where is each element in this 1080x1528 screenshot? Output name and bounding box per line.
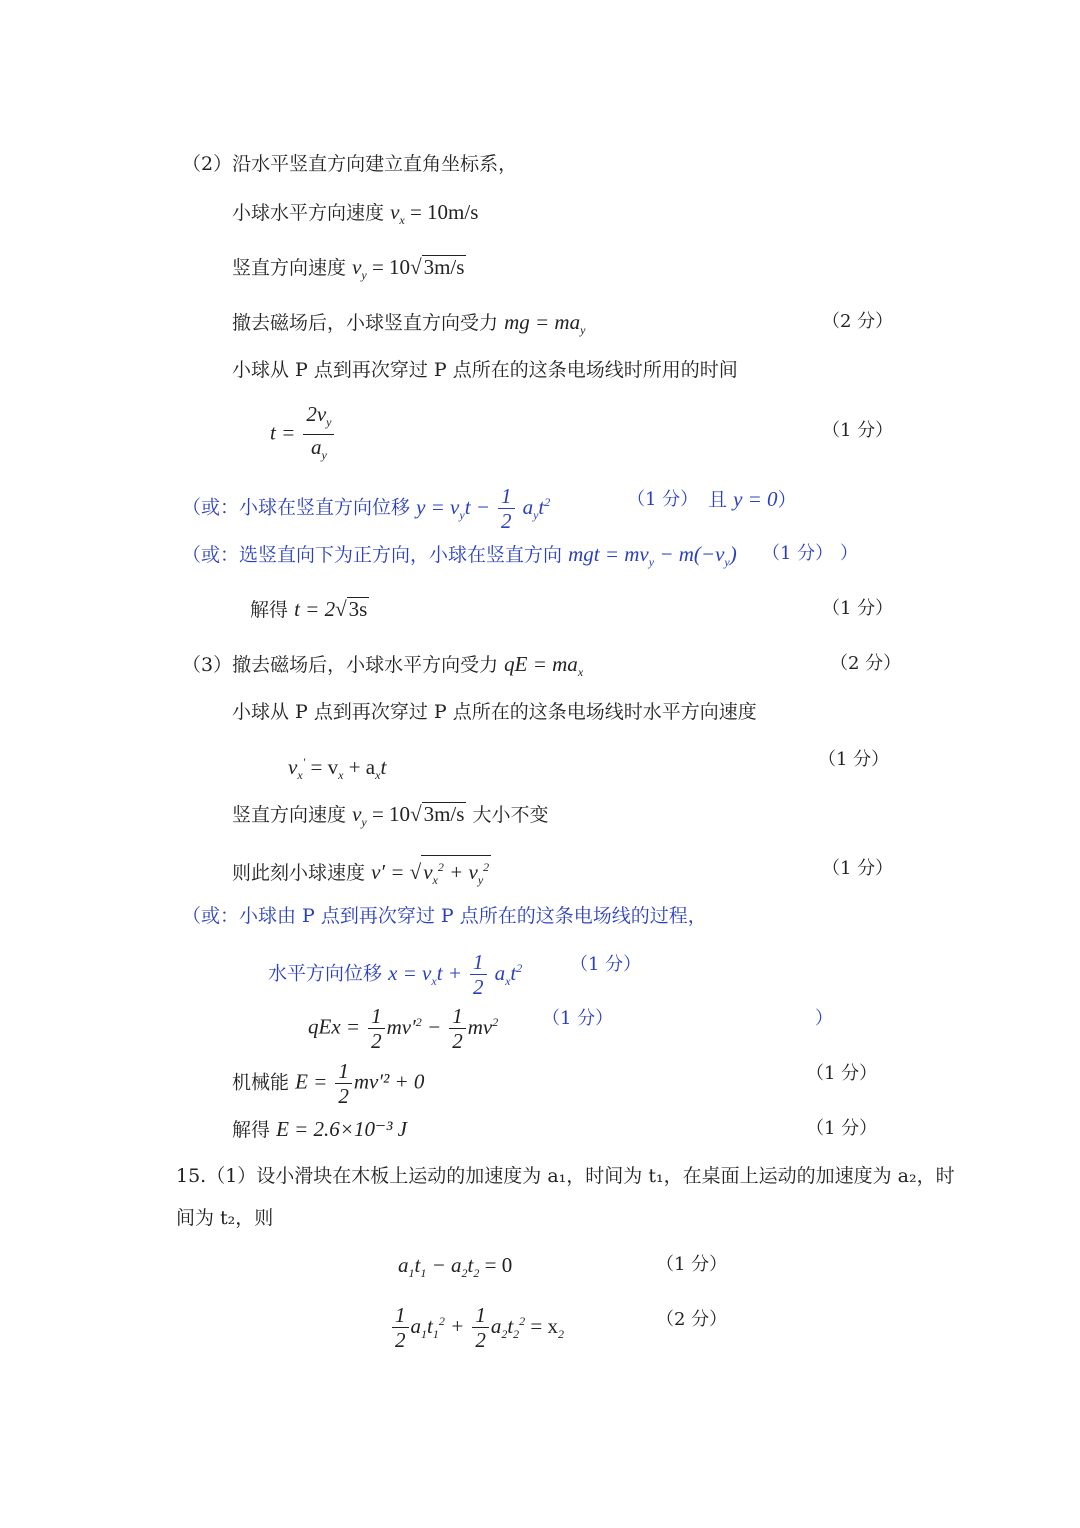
- equation-distance: $\frac{1}{2}$ $a_1t_1^2$ + $\frac{1}{2}$ $a_2t_2^2 = x_2$: [390, 1303, 564, 1352]
- alt-displacement-line: （或：小球在竖直方向位移 $y = v_yt$ − $\frac{1}{2}$ $a_yt^2$: [182, 484, 551, 533]
- horizontal-velocity-desc: 小球从 P 点到再次穿过 P 点所在的这条电场线时水平方向速度: [232, 701, 757, 723]
- problem-15-continuation: 间为 t₂，则: [176, 1207, 274, 1229]
- score-label: （2 分）: [822, 311, 894, 332]
- problem-15-heading: 15.（1）设小滑块在木板上运动的加速度为 a₁，时间为 t₁，在桌面上运动的加速度为 a₂，时: [176, 1165, 955, 1187]
- force-vertical-line: [232, 308, 585, 344]
- vx-prime-formula: $v_x' = v_x + a_xt$: [288, 755, 387, 783]
- score-label: （1 分）: [822, 858, 894, 879]
- horizontal-velocity-line: [232, 198, 478, 234]
- score-label: （2 分）: [830, 653, 902, 674]
- score-label: （1 分）: [627, 489, 699, 510]
- fraction-half: $\frac{1}{2}$: [498, 484, 515, 533]
- text: 撤去磁场后，小球竖直方向受力: [232, 312, 499, 334]
- fraction-half: $\frac{1}{2}$: [368, 1004, 385, 1053]
- speed-formula-line: 则此刻小球速度 $v' = √v_x^2 + v_y^2$: [232, 855, 491, 891]
- text: 小球水平方向速度: [232, 202, 385, 224]
- fraction-half: $\frac{1}{2}$: [392, 1303, 409, 1352]
- closing-paren: ）: [815, 1008, 833, 1029]
- score-label: （1 分）: [822, 420, 894, 441]
- score-label: （1 分）: [806, 1118, 878, 1139]
- closing-paren: ）: [840, 543, 858, 564]
- score-label: （1 分）: [806, 1063, 878, 1084]
- fraction-half: $\frac{1}{2}$: [470, 950, 487, 999]
- formula-mg: mg = $ma_y$: [504, 310, 586, 338]
- work-energy-formula: qEx = $\frac{1}{2}$ $mv'^2$ − $\frac{1}{2}$ $mv^2$: [308, 1004, 499, 1053]
- alt-horizontal-displacement: 水平方向位移 $x = v_xt$ + $\frac{1}{2}$ $a_xt^2$: [268, 950, 523, 999]
- fraction: $\frac{2v_y}{a_y}$: [303, 402, 334, 467]
- alt-momentum-line: （或：选竖直向下为正方向，小球在竖直方向 mgt = $mv_y - m(-v_y)$: [182, 542, 737, 570]
- fraction-half: $\frac{1}{2}$: [335, 1059, 352, 1108]
- fraction-half: $\frac{1}{2}$: [472, 1303, 489, 1352]
- condition-y-zero: 且 y = 0）: [708, 487, 797, 511]
- score-label: （1 分）: [570, 954, 642, 975]
- score-label: （1 分）: [822, 598, 894, 619]
- time-formula: t = $\frac{2v_y}{a_y}$: [270, 402, 336, 467]
- fraction-half: $\frac{1}{2}$: [449, 1004, 466, 1053]
- part-2-heading: （2）沿水平竖直方向建立直角坐标系，: [182, 153, 518, 175]
- time-description-line: 小球从 P 点到再次穿过 P 点所在的这条电场线时所用的时间: [232, 359, 738, 381]
- score-label: （2 分）: [656, 1309, 728, 1330]
- formula-vy: $v_y = 10√3m/s$: [352, 255, 465, 283]
- vertical-velocity-line: [232, 253, 466, 289]
- text: 竖直方向速度: [232, 257, 347, 279]
- solution-t-line: 解得 t = 2√3s: [250, 597, 368, 621]
- solution-E-line: 解得 E = 2.6×10⁻³ J: [232, 1117, 407, 1141]
- mechanical-energy-line: 机械能 E = $\frac{1}{2}$ mv′² + 0: [232, 1059, 425, 1108]
- formula-vx: $v_x = 10m/s$: [390, 200, 479, 228]
- alt-energy-intro: （或：小球由 P 点到再次穿过 P 点所在的这条电场线的过程，: [182, 905, 707, 927]
- score-label: （1 分）: [762, 543, 834, 564]
- score-label: （1 分）: [818, 749, 890, 770]
- part-3-heading: （3）撤去磁场后，小球水平方向受力 qE = $ma_x$: [182, 652, 584, 680]
- vertical-velocity-unchanged: 竖直方向速度 $v_y = 10√3m/s$ 大小不变: [232, 802, 549, 830]
- score-label: （1 分）: [542, 1008, 614, 1029]
- equation-at: $a_1t_1 - a_2t_2 = 0$: [398, 1253, 513, 1281]
- score-label: （1 分）: [656, 1254, 728, 1275]
